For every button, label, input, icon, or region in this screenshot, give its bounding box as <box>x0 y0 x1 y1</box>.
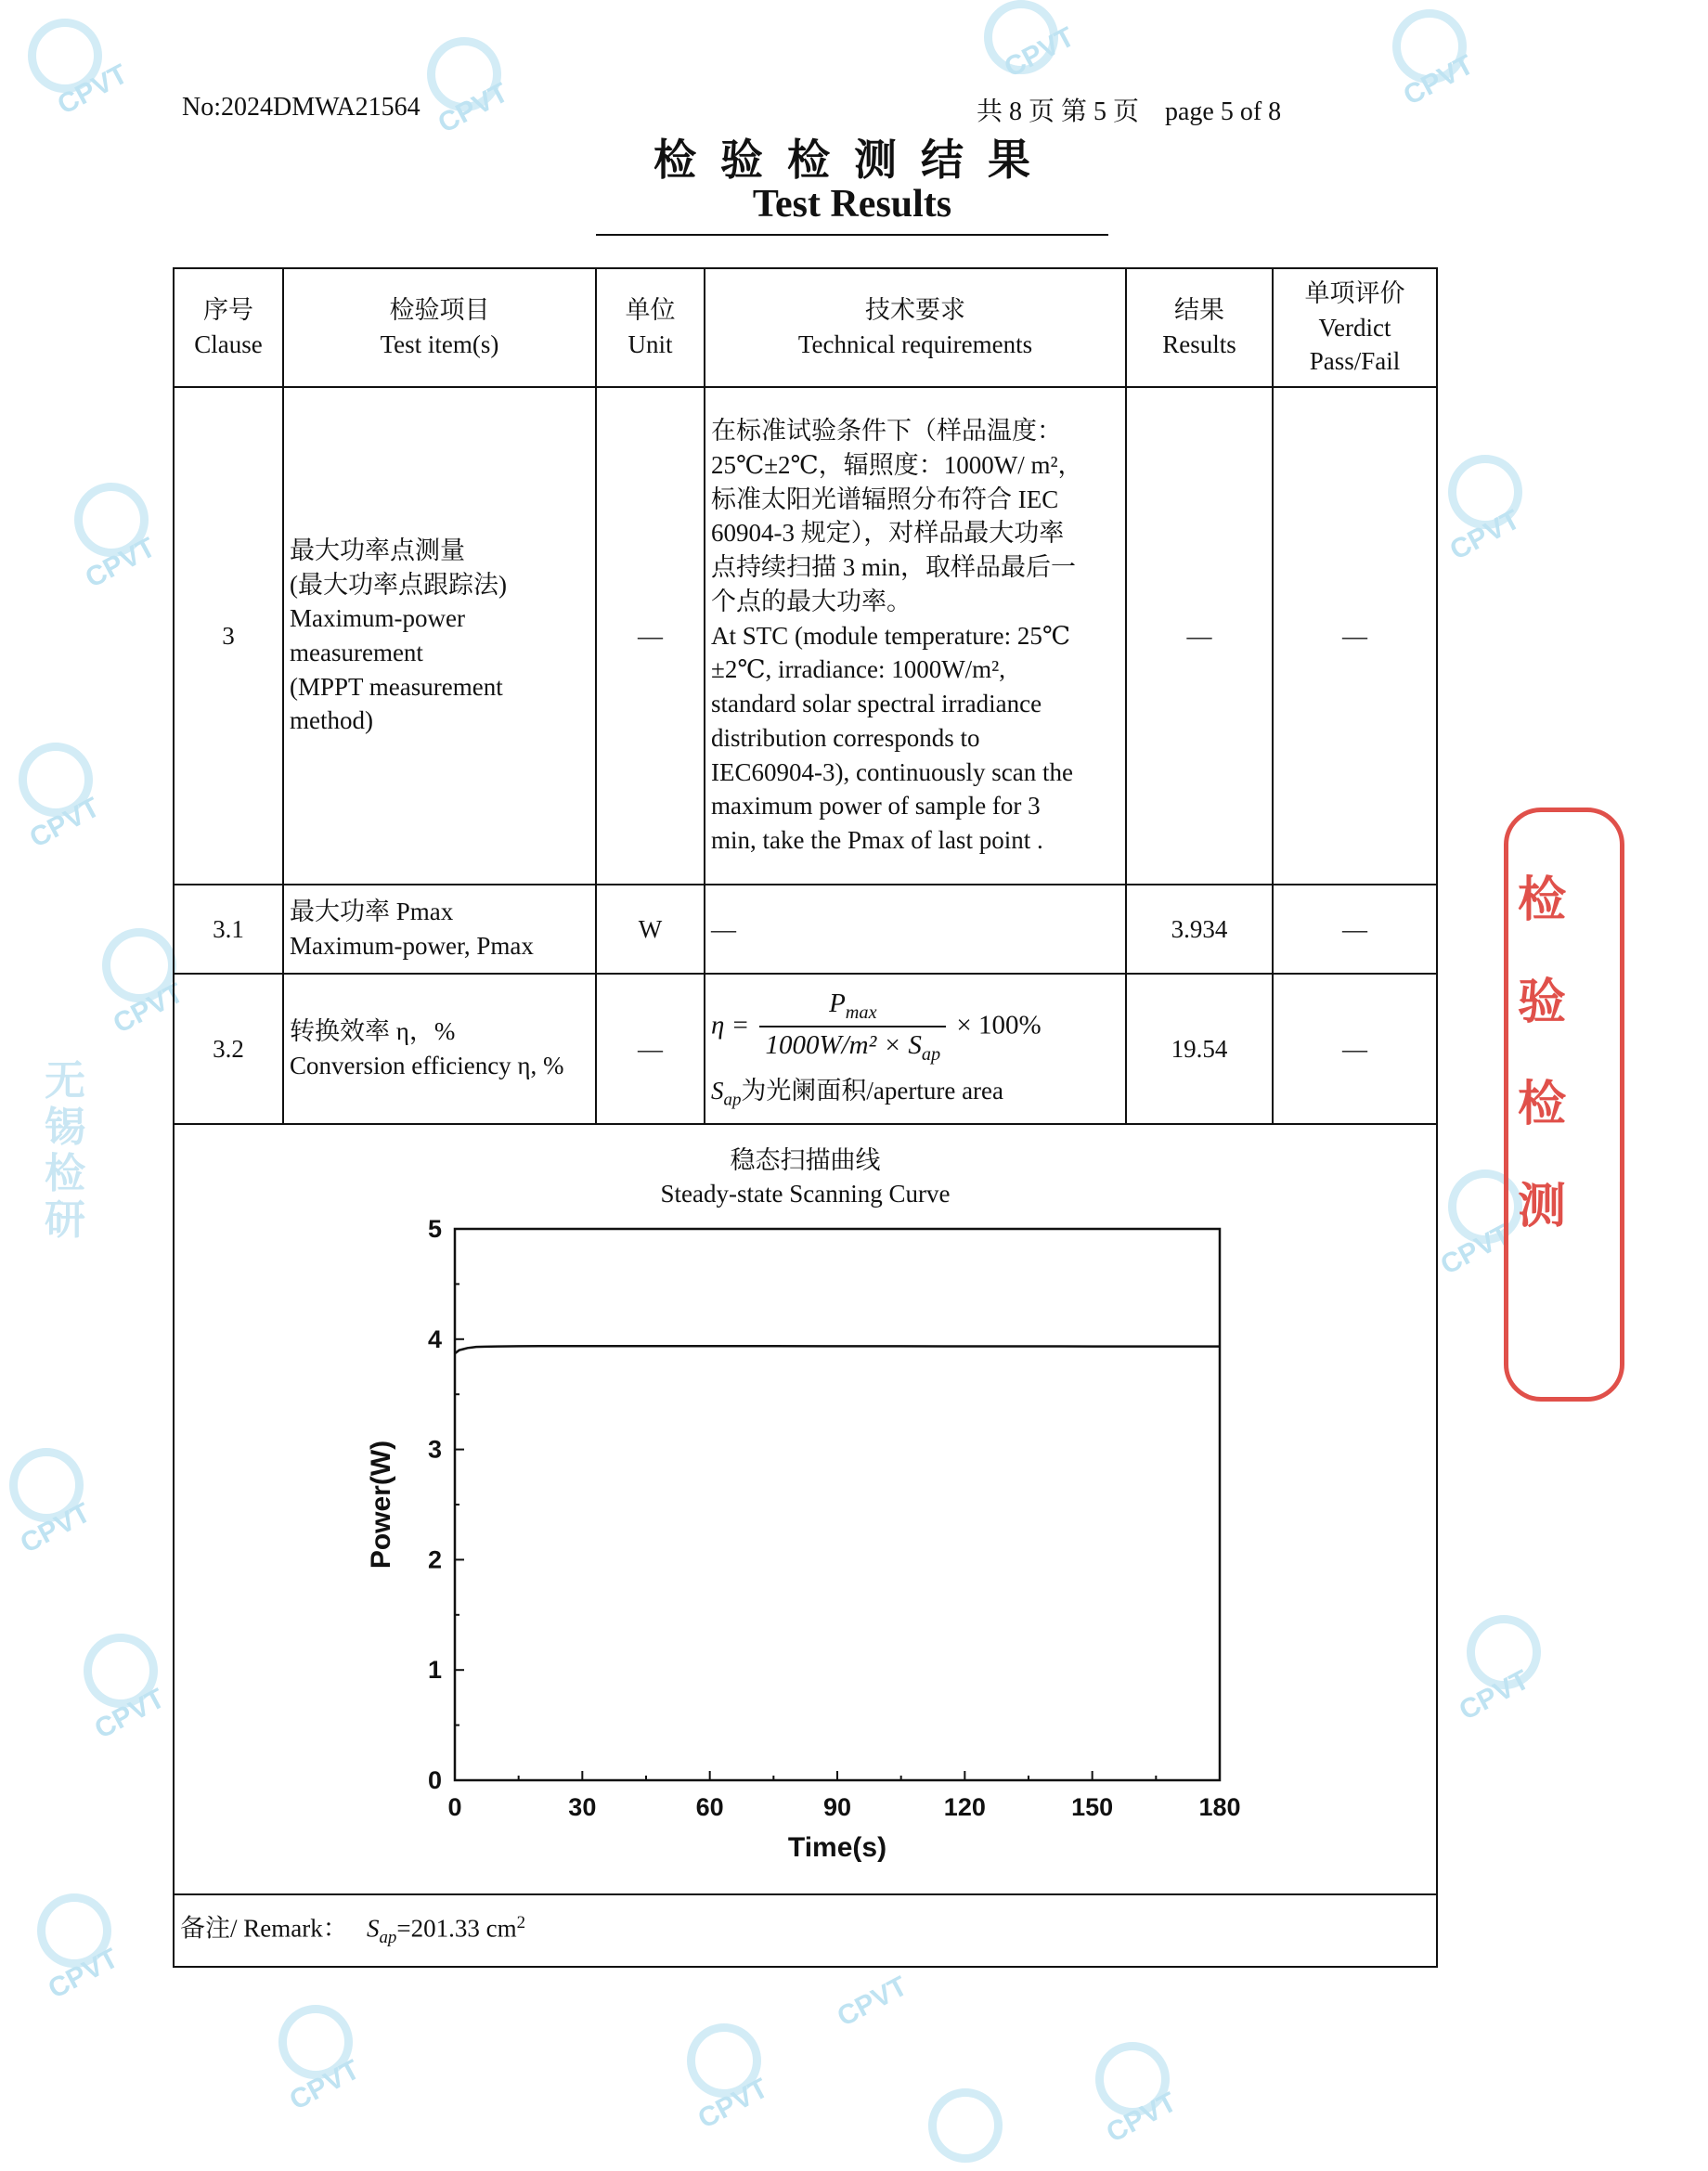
efficiency-formula: η = $\frac{P_{max}}{1000W/m^2 \times S_{ap}}$ × 100% <box>711 986 1119 1068</box>
watermark-text: CPVT <box>1435 1219 1516 1281</box>
watermark-text: CPVT <box>80 532 161 594</box>
unit-cell: — <box>596 387 705 885</box>
watermark-logo <box>84 1634 158 1708</box>
table-row <box>174 885 1437 974</box>
unit-cell: W <box>596 885 705 974</box>
table-row <box>174 387 1437 885</box>
watermark-text: CPVT <box>1454 1664 1534 1726</box>
x-axis-label: Time(s) <box>787 1832 887 1863</box>
page-title-cn: 检验检测结果 <box>653 135 1055 185</box>
header-technical-requirements: 技术要求 Technical requirements <box>705 268 1126 387</box>
y-axis-label: Power(W) <box>366 1440 396 1570</box>
header-unit: 单位 Unit <box>596 268 705 387</box>
y-tick-label: 0 <box>427 1766 442 1794</box>
watermark-logo <box>74 483 149 557</box>
y-tick-label: 4 <box>427 1325 442 1353</box>
watermark-logo <box>1448 455 1522 529</box>
chart-cell <box>174 1124 1437 1894</box>
verdict-cell: — <box>1273 387 1437 885</box>
verdict-cell: — <box>1273 974 1437 1124</box>
watermark-logo <box>1392 9 1467 84</box>
watermark-text: CPVT <box>52 58 133 121</box>
watermark-logo <box>687 2023 761 2098</box>
watermark-logo <box>9 1448 84 1522</box>
test-results-table <box>173 267 1438 1968</box>
watermark-logo <box>427 37 501 111</box>
test-item-cell: 最大功率点测量 (最大功率点跟踪法) Maximum-power measurement (MPPT measurement method) <box>283 387 596 885</box>
official-seal-stamp: 检 验 检 测 <box>1504 808 1624 1402</box>
watermark-logo <box>1095 2042 1170 2116</box>
x-tick-label: 30 <box>568 1793 597 1821</box>
watermark-text: CPVT <box>999 21 1080 84</box>
result-cell: — <box>1126 387 1273 885</box>
header-verdict: 单项评价 Verdict Pass/Fail <box>1273 268 1437 387</box>
test-item-cell: 转换效率 η，% Conversion efficiency η, % <box>283 974 596 1124</box>
x-tick-label: 120 <box>943 1793 986 1821</box>
x-tick-label: 150 <box>1071 1793 1114 1821</box>
y-tick-label: 5 <box>427 1215 442 1243</box>
watermark-logo <box>102 928 176 1002</box>
x-tick-label: 90 <box>822 1793 852 1821</box>
y-tick-label: 1 <box>427 1656 442 1685</box>
power-time-chart <box>175 1125 1434 1893</box>
unit-cell: — <box>596 974 705 1124</box>
watermark-text: CPVT <box>108 977 188 1040</box>
watermark-text: CPVT <box>284 2054 365 2116</box>
y-tick-label: 3 <box>427 1435 442 1464</box>
power-series-line <box>455 1346 1220 1353</box>
watermark-text: CPVT <box>832 1971 912 2033</box>
watermark-logo <box>19 743 93 817</box>
table-header-row <box>174 268 1437 387</box>
watermark-logo <box>984 0 1058 74</box>
page-title-en: Test Results <box>752 183 952 226</box>
watermark-logo <box>37 1893 111 1968</box>
watermark-text: CPVT <box>1101 2087 1182 2149</box>
watermark-text: CPVT <box>1444 504 1525 566</box>
watermark-text: CPVT <box>15 1497 96 1559</box>
report-number: No:2024DMWA21564 <box>182 93 421 122</box>
verdict-cell: — <box>1273 885 1437 974</box>
watermark-logo <box>928 2088 1003 2163</box>
chart-row <box>174 1124 1437 1894</box>
header-clause: 序号 Clause <box>174 268 283 387</box>
page-indicator: 共 8 页 第 5 页 page 5 of 8 <box>977 97 1282 126</box>
header-results: 结果 Results <box>1126 268 1273 387</box>
clause-cell: 3.2 <box>174 974 283 1124</box>
watermark-text: CPVT <box>1398 49 1479 111</box>
x-tick-label: 60 <box>695 1793 724 1821</box>
result-cell: 19.54 <box>1126 974 1273 1124</box>
watermark-text: CPVT <box>433 77 513 139</box>
chart-title-cn: 稳态扫描曲线 <box>730 1146 881 1174</box>
watermark-logo <box>1467 1615 1541 1689</box>
result-cell: 3.934 <box>1126 885 1273 974</box>
aperture-note: $S_{ap}$为光阑面积/aperture area <box>711 1077 1004 1110</box>
watermark-text: CPVT <box>692 2073 773 2135</box>
requirements-cell <box>705 974 1126 1124</box>
remark-row <box>174 1894 1437 1967</box>
watermark-logo <box>28 19 102 93</box>
plot-frame <box>455 1229 1220 1780</box>
x-tick-label: 180 <box>1198 1793 1241 1821</box>
chart-title-en: Steady-state Scanning Curve <box>660 1180 951 1208</box>
remark-cell: 备注/ Remark： $S_{ap}=201.33$ $cm^2$ <box>174 1894 1437 1967</box>
requirements-cell: 在标准试验条件下（样品温度： 25℃±2℃，辐照度：1000W/ m²， 标准太阳光谱辐照分布符合 IEC 60904-3 规定），对样品最大功率 点持续扫描 3 min，取样品最后一 个点的最大功率。 At STC (module temperature: 25℃ ±2℃, irradiance: 1000W/m², standard solar spectral irradiance distribution corresponds to IEC60904-3), continuously scan the maximum power of sample for 3 min, take the Pmax of last point . <box>705 387 1126 885</box>
table-row <box>174 974 1437 1124</box>
watermark-text: CPVT <box>43 1943 123 2005</box>
clause-cell: 3.1 <box>174 885 283 974</box>
title-underline <box>596 234 1108 236</box>
clause-cell: 3 <box>174 387 283 885</box>
x-tick-label: 0 <box>447 1793 462 1821</box>
header-test-item: 检验项目 Test item(s) <box>283 268 596 387</box>
watermark-logo <box>278 2005 353 2079</box>
test-item-cell: 最大功率 Pmax Maximum-power, Pmax <box>283 885 596 974</box>
watermark-text: CPVT <box>89 1683 170 1745</box>
requirements-cell: — <box>705 885 1126 974</box>
side-watermark-brand: 无锡检研 <box>45 1057 85 1244</box>
watermark-text: CPVT <box>24 792 105 854</box>
y-tick-label: 2 <box>427 1545 442 1574</box>
